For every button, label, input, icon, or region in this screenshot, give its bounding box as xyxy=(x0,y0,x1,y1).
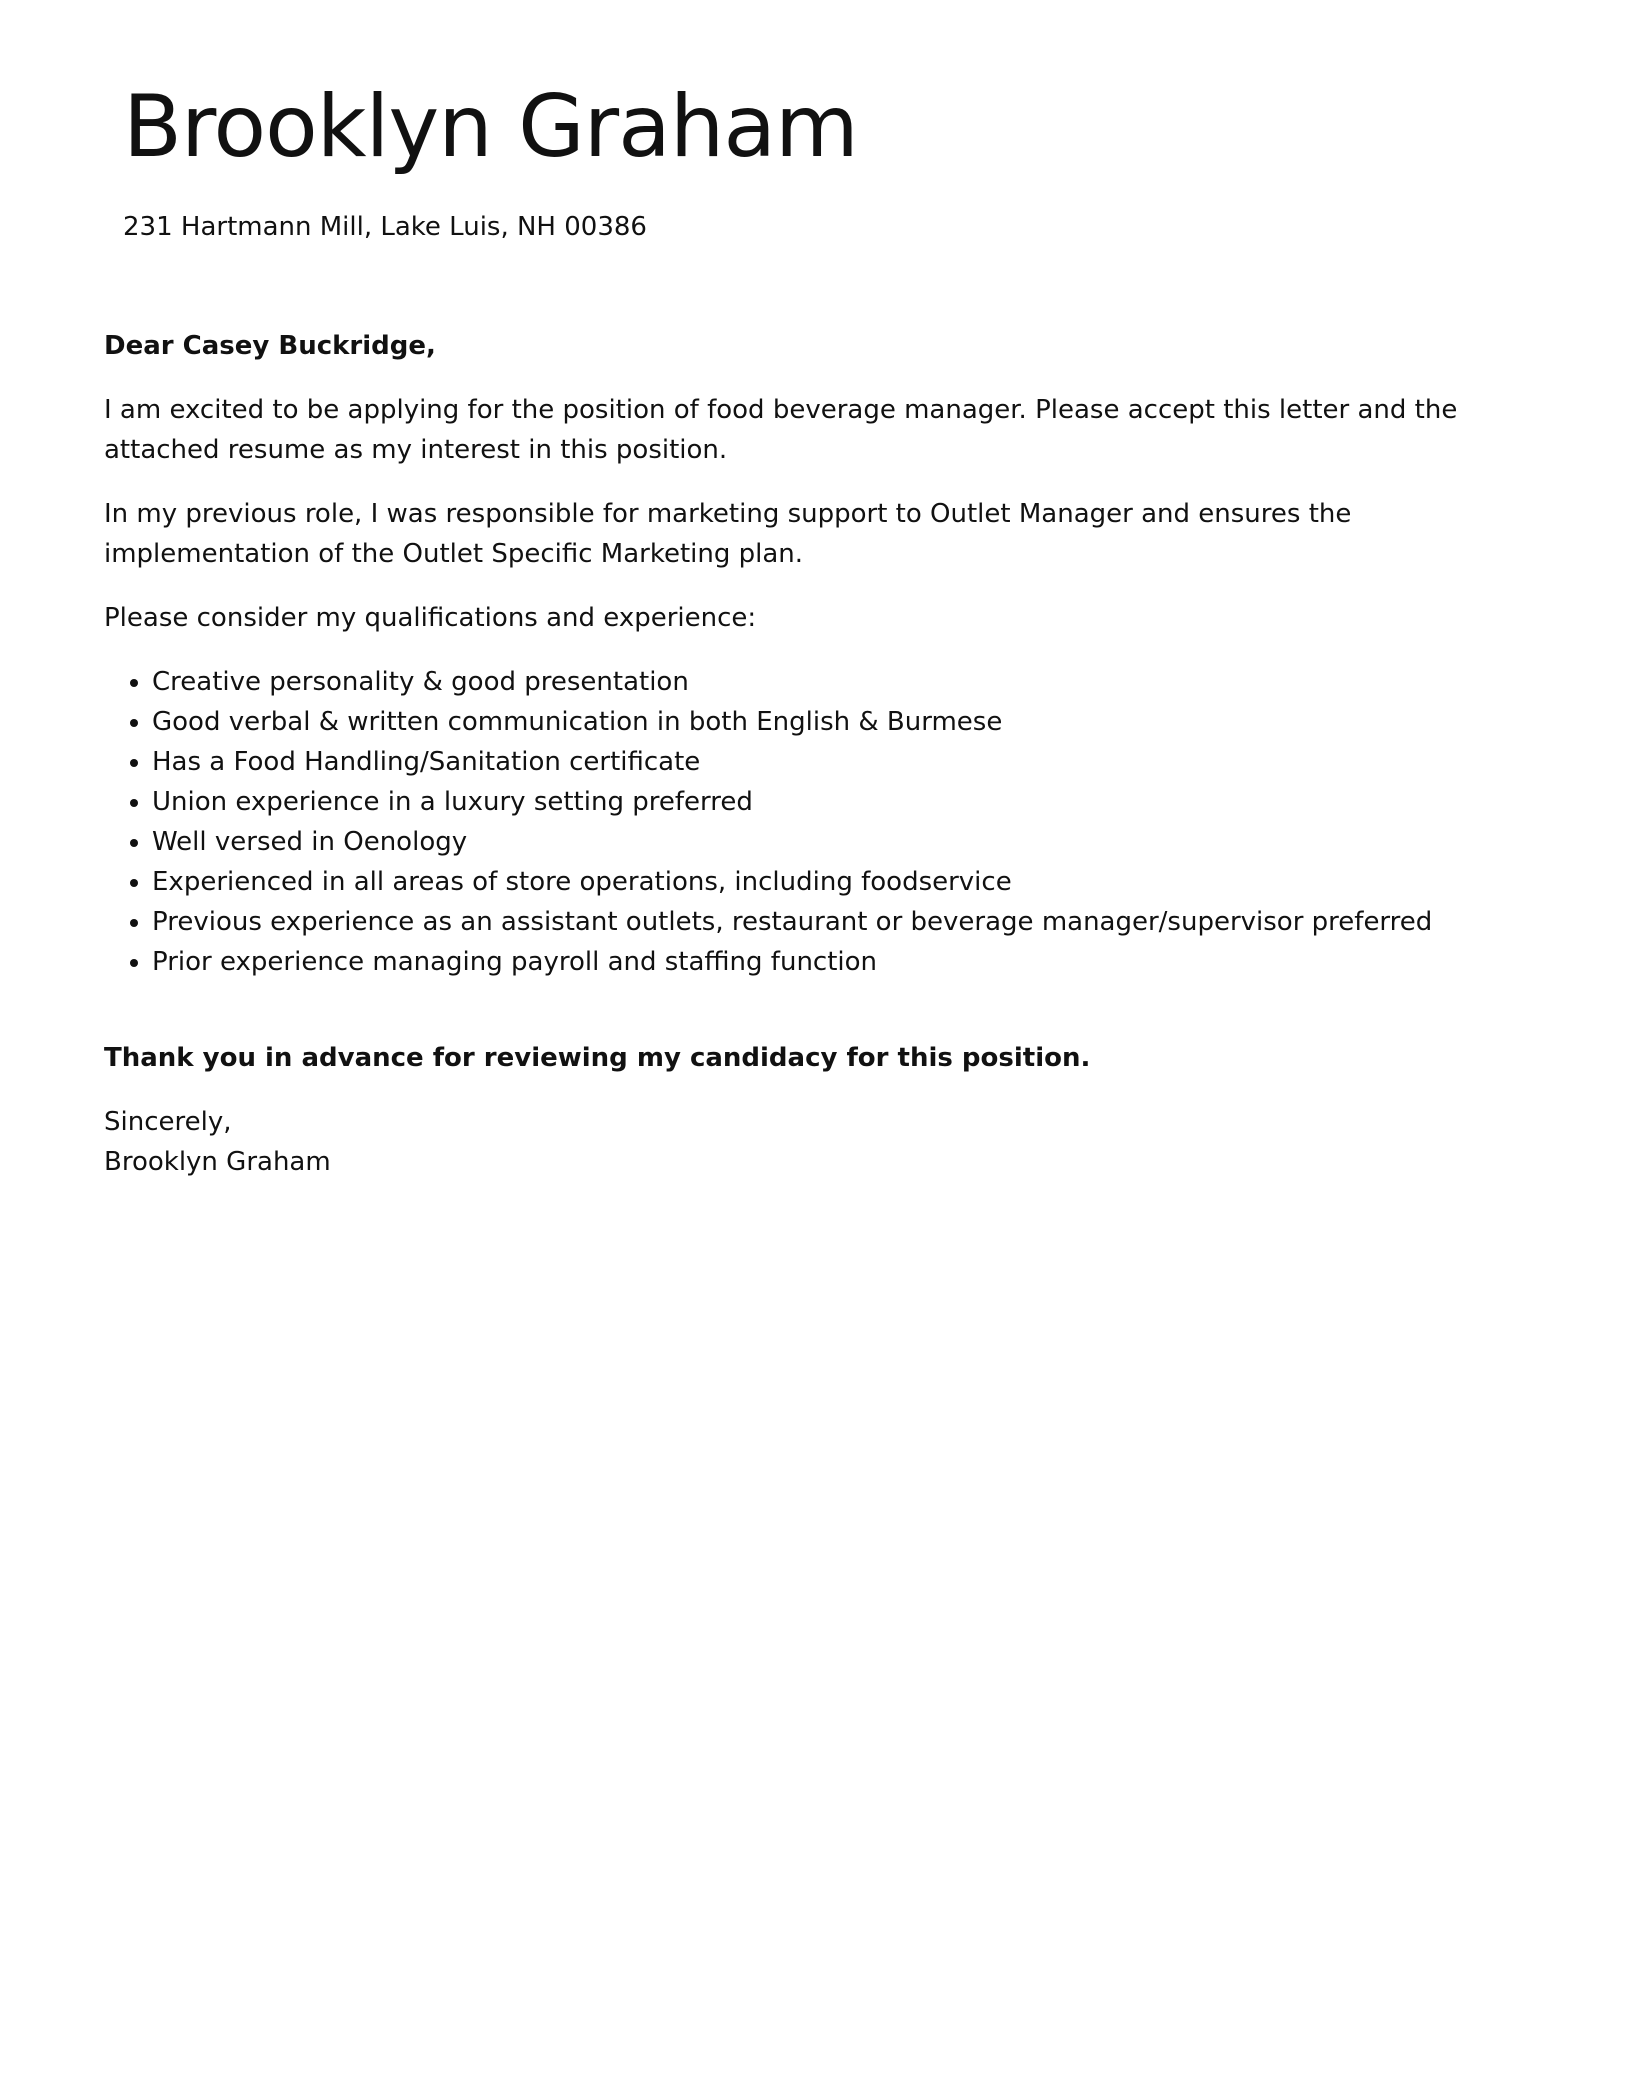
intro-paragraph: I am excited to be applying for the position of food beverage manager. Please accept this letter and the attached resume as my interest in this position. xyxy=(104,395,1458,465)
list-item: • Creative personality & good presentation xyxy=(152,662,1534,702)
thank-you-line: Thank you in advance for reviewing my candidacy for this position. xyxy=(104,1043,1091,1073)
signoff-block xyxy=(104,1102,1534,1182)
list-item: • Union experience in a luxury setting preferred xyxy=(152,782,1534,822)
list-item: • Has a Food Handling/Sanitation certificate xyxy=(152,742,1534,782)
letter-header xyxy=(123,72,1503,244)
sender-address: 231 Hartmann Mill, Lake Luis, NH 00386 xyxy=(123,212,647,242)
sender-name: Brooklyn Graham xyxy=(123,77,858,177)
salutation: Dear Casey Buckridge, xyxy=(104,331,436,361)
list-item: • Previous experience as an assistant outlets, restaurant or beverage manager/supervisor preferred xyxy=(152,902,1534,942)
qualifications-list xyxy=(104,662,1534,982)
list-item: • Good verbal & written communication in both English & Burmese xyxy=(152,702,1534,742)
list-item: • Experienced in all areas of store operations, including foodservice xyxy=(152,862,1534,902)
signature-name: Brooklyn Graham xyxy=(104,1147,331,1177)
list-item: • Well versed in Oenology xyxy=(152,822,1534,862)
qualifications-intro: Please consider my qualifications and experience: xyxy=(104,603,757,633)
closing-word: Sincerely, xyxy=(104,1107,232,1137)
experience-paragraph: In my previous role, I was responsible for marketing support to Outlet Manager and ensures the implementation of the Outlet Specific Marketing plan. xyxy=(104,499,1352,569)
letter-body xyxy=(104,326,1534,1182)
list-item: • Prior experience managing payroll and staffing function xyxy=(152,942,1534,982)
